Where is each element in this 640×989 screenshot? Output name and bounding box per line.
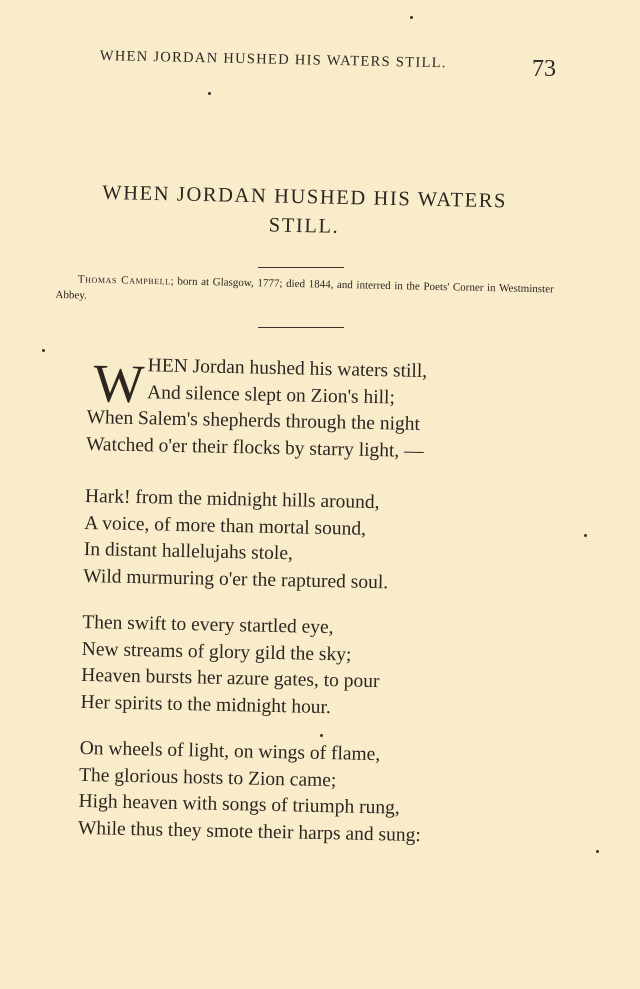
poem-line: Hark! from the midnight hills around, (84, 485, 380, 514)
author-name: Thomas Campbell (77, 273, 171, 288)
poem-line: Heaven bursts her azure gates, to pour (81, 664, 380, 693)
poem-line: HEN Jordan hushed his waters still, (147, 355, 428, 383)
paper-speck (320, 734, 323, 737)
stanza-2 (83, 484, 525, 599)
bottom-divider (258, 327, 344, 328)
poem-title (59, 178, 550, 246)
poem-line: And silence slept on Zion's hill; (146, 381, 396, 408)
poem-line: A voice, of more than mortal sound, (84, 512, 367, 540)
poem-line: The glorious hosts to Zion came; (78, 764, 337, 791)
poem-line: When Salem's shepherds through the night (86, 406, 421, 435)
poem-line: High heaven with songs of triumph rung, (78, 790, 400, 819)
stanza-4 (78, 736, 520, 851)
poem-title-line-2: STILL. (268, 214, 340, 238)
paper-speck (42, 349, 45, 352)
poem-body (77, 352, 528, 871)
poem-line: Then swift to every startled eye, (82, 611, 334, 639)
poem-line: In distant hallelujahs stole, (83, 538, 294, 565)
poem-line: On wheels of light, on wings of flame, (79, 737, 381, 766)
stanza-3 (80, 610, 522, 725)
poem-title-line-1: WHEN JORDAN HUSHED HIS WATERS (102, 181, 508, 213)
poem-line: Wild murmuring o'er the raptured soul. (83, 565, 389, 593)
poem-line: New streams of glory gild the sky; (81, 638, 352, 666)
running-head: WHEN JORDAN HUSHED HIS WATERS STILL. (99, 48, 447, 72)
paper-speck (410, 16, 413, 19)
author-details: ; born at Glasgow, 1777; died 1844, and interred in the Poets' Corner in Westminster Abbey. (55, 275, 554, 302)
drop-cap: W (92, 353, 145, 415)
stanza-1 (86, 352, 528, 467)
poem-line: Watched o'er their flocks by starry light, — (85, 433, 424, 462)
paper-speck (596, 850, 599, 853)
poem-line: While thus they smote their harps and sung: (77, 817, 421, 846)
page-number: 73 (532, 56, 556, 82)
paper-speck (584, 534, 587, 537)
top-divider (258, 267, 344, 268)
paper-speck (208, 92, 211, 95)
poem-line: Her spirits to the midnight hour. (80, 691, 332, 718)
author-attribution (55, 271, 554, 313)
